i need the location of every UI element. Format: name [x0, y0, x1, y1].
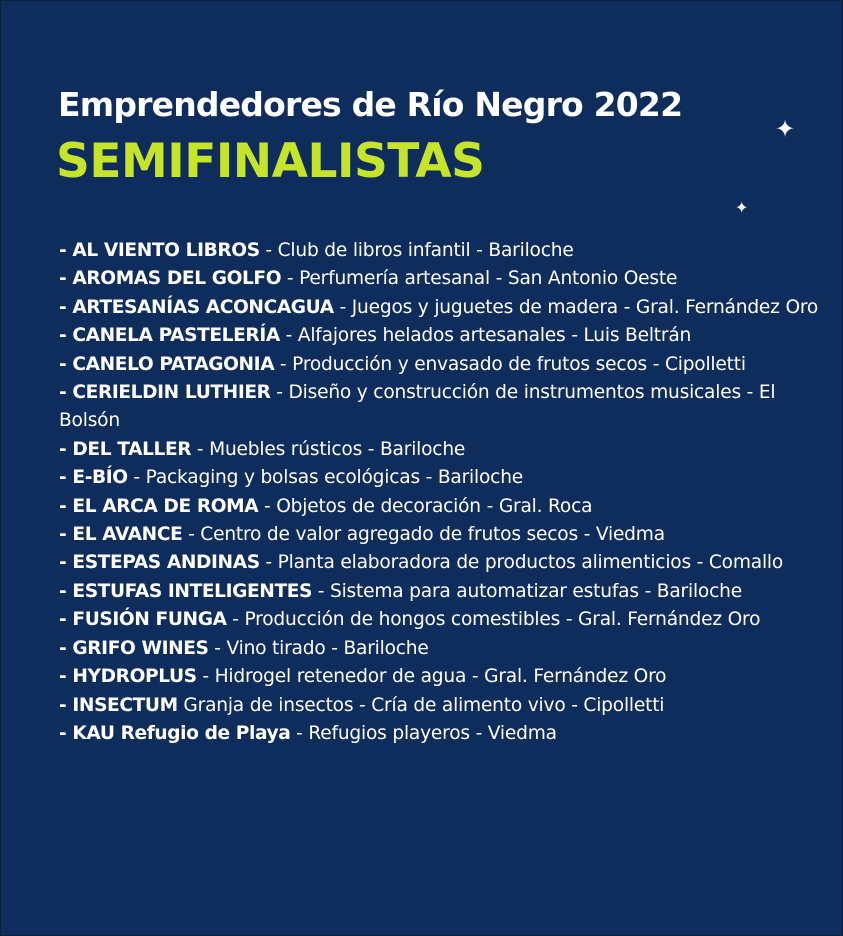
entry-description: - Packaging y bolsas ecológicas - Bariloche	[127, 467, 524, 489]
entry-description: - Sistema para automatizar estufas - Bariloche	[312, 580, 742, 602]
entry-description: - Planta elaboradora de productos alimenticios - Comallo	[259, 552, 784, 574]
list-item	[59, 379, 819, 436]
list-item	[59, 294, 819, 322]
entry-name: - ESTEPAS ANDINAS	[59, 552, 260, 574]
list-item	[59, 493, 819, 521]
entry-description: - Diseño y construcción de instrumentos musicales - El Bolsón	[59, 382, 776, 432]
entry-description: - Vino tirado - Bariloche	[208, 637, 429, 659]
entry-name: - CANELO PATAGONIA	[59, 353, 275, 375]
entry-name: - KAU Refugio de Playa	[59, 722, 291, 744]
list-item	[59, 521, 819, 549]
list-item	[59, 635, 819, 663]
entry-description: - Club de libros infantil - Bariloche	[259, 240, 574, 261]
sparkle-icon: ✦	[735, 200, 749, 217]
entry-name: - EL AVANCE	[59, 524, 183, 546]
entry-description: - Hidrogel retenedor de agua - Gral. Fernández Oro	[196, 666, 667, 688]
poster-title: Emprendedores de Río Negro 2022	[58, 85, 683, 124]
entry-name: - CERIELDIN LUTHIER	[59, 382, 271, 404]
list-item	[59, 237, 819, 265]
entry-description: - Refugios playeros - Viedma	[290, 722, 557, 744]
entry-name: - GRIFO WINES	[59, 637, 209, 659]
sparkle-icon: ✦	[775, 116, 796, 143]
entry-name: - CANELA PASTELERÍA	[59, 325, 280, 347]
entry-description: - Objetos de decoración - Gral. Roca	[258, 495, 593, 517]
entry-description: Granja de insectos - Cría de alimento vivo - Cipolletti	[177, 694, 665, 716]
list-item	[59, 606, 819, 634]
entry-name: - E-BÍO	[59, 467, 128, 489]
list-item	[59, 549, 819, 577]
entry-description: - Perfumería artesanal - San Antonio Oeste	[281, 268, 678, 290]
semifinalist-list	[59, 237, 819, 748]
entry-name: - ARTESANÍAS ACONCAGUA	[59, 296, 334, 318]
entry-description: - Producción de hongos comestibles - Gral. Fernández Oro	[226, 609, 761, 631]
list-item	[59, 351, 819, 379]
entry-name: - ESTUFAS INTELIGENTES	[59, 580, 313, 602]
list-item	[59, 464, 819, 492]
list-item	[59, 265, 819, 293]
entry-description: - Alfajores helados artesanales - Luis Beltrán	[279, 325, 692, 347]
list-item	[59, 322, 819, 350]
entry-name: - EL ARCA DE ROMA	[59, 495, 259, 517]
list-item	[59, 578, 819, 606]
entry-name: - AROMAS DEL GOLFO	[59, 268, 282, 290]
entry-name: - AL VIENTO LIBROS	[59, 240, 260, 261]
list-item	[59, 692, 819, 720]
entry-description: - Producción y envasado de frutos secos - Cipolletti	[274, 353, 746, 375]
entry-description: - Juegos y juguetes de madera - Gral. Fernández Oro	[333, 296, 819, 318]
list-item	[59, 720, 819, 748]
entry-description: - Muebles rústicos - Bariloche	[191, 438, 466, 460]
list-item	[59, 663, 819, 691]
entry-name: - FUSIÓN FUNGA	[59, 609, 227, 631]
entry-name: - HYDROPLUS	[59, 666, 197, 688]
poster-subtitle: SEMIFINALISTAS	[56, 134, 485, 189]
entry-description: - Centro de valor agregado de frutos secos - Viedma	[182, 524, 665, 546]
list-item	[59, 436, 819, 464]
entry-name: - INSECTUM	[59, 694, 178, 716]
entry-name: - DEL TALLER	[59, 438, 192, 460]
